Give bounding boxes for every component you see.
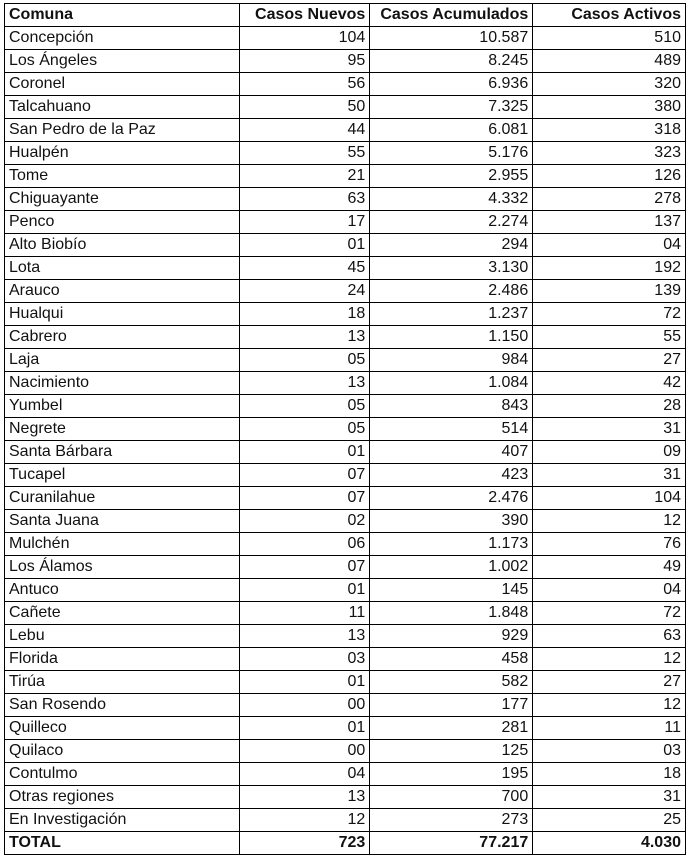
casos-acumulados-cell: 390 [370,510,533,533]
casos-acumulados-cell: 8.245 [370,50,533,73]
comuna-cell: Hualpén [5,142,240,165]
table-row [5,763,686,786]
cases-table [4,3,686,855]
casos-activos-cell: 72 [533,602,686,625]
casos-acumulados-cell: 145 [370,579,533,602]
casos-nuevos-cell: 05 [240,395,370,418]
comuna-cell: Negrete [5,418,240,441]
casos-nuevos-cell: 24 [240,280,370,303]
casos-acumulados-cell: 2.274 [370,211,533,234]
comuna-cell: San Rosendo [5,694,240,717]
casos-acumulados-cell: 1.237 [370,303,533,326]
comuna-cell: Tucapel [5,464,240,487]
casos-acumulados-cell: 700 [370,786,533,809]
table-row [5,441,686,464]
comuna-cell: Los Ángeles [5,50,240,73]
casos-activos-cell: 12 [533,694,686,717]
casos-activos-cell: 31 [533,418,686,441]
casos-nuevos-cell: 13 [240,786,370,809]
comuna-cell: Alto Biobío [5,234,240,257]
casos-acumulados-cell: 1.002 [370,556,533,579]
casos-acumulados-cell: 2.476 [370,487,533,510]
casos-nuevos-cell: 13 [240,625,370,648]
casos-activos-cell: 489 [533,50,686,73]
comuna-cell: Coronel [5,73,240,96]
header-row [5,4,686,27]
total-casos-activos: 4.030 [533,832,686,855]
table-row [5,349,686,372]
casos-acumulados-cell: 514 [370,418,533,441]
casos-activos-cell: 126 [533,165,686,188]
casos-acumulados-cell: 195 [370,763,533,786]
table-row [5,694,686,717]
casos-activos-cell: 04 [533,234,686,257]
table-row [5,280,686,303]
casos-nuevos-cell: 01 [240,717,370,740]
casos-activos-cell: 76 [533,533,686,556]
table-row [5,303,686,326]
casos-activos-cell: 11 [533,717,686,740]
table-row [5,211,686,234]
comuna-cell: Concepción [5,27,240,50]
casos-activos-cell: 25 [533,809,686,832]
table-row [5,671,686,694]
casos-acumulados-cell: 273 [370,809,533,832]
table-row [5,257,686,280]
casos-acumulados-cell: 281 [370,717,533,740]
table-row [5,50,686,73]
casos-nuevos-cell: 01 [240,579,370,602]
casos-activos-cell: 31 [533,786,686,809]
casos-acumulados-cell: 3.130 [370,257,533,280]
table-body [5,27,686,832]
table-row [5,142,686,165]
table-row [5,96,686,119]
casos-nuevos-cell: 05 [240,418,370,441]
comuna-cell: Penco [5,211,240,234]
casos-activos-cell: 380 [533,96,686,119]
casos-activos-cell: 49 [533,556,686,579]
casos-acumulados-cell: 929 [370,625,533,648]
table-row [5,648,686,671]
comuna-cell: Florida [5,648,240,671]
casos-nuevos-cell: 104 [240,27,370,50]
comuna-cell: Lebu [5,625,240,648]
casos-nuevos-cell: 01 [240,234,370,257]
comuna-cell: Cañete [5,602,240,625]
casos-activos-cell: 27 [533,349,686,372]
table-row [5,556,686,579]
total-casos-acumulados: 77.217 [370,832,533,855]
table-row [5,740,686,763]
casos-activos-cell: 104 [533,487,686,510]
table-row [5,602,686,625]
casos-activos-cell: 320 [533,73,686,96]
table-row [5,73,686,96]
casos-nuevos-cell: 03 [240,648,370,671]
table-row [5,510,686,533]
casos-activos-cell: 318 [533,119,686,142]
comuna-cell: Los Álamos [5,556,240,579]
casos-activos-cell: 192 [533,257,686,280]
casos-nuevos-cell: 44 [240,119,370,142]
casos-nuevos-cell: 95 [240,50,370,73]
table-row [5,533,686,556]
table-row [5,395,686,418]
casos-nuevos-cell: 04 [240,763,370,786]
table-row [5,786,686,809]
casos-activos-cell: 27 [533,671,686,694]
table-row [5,464,686,487]
casos-acumulados-cell: 125 [370,740,533,763]
table-row [5,326,686,349]
table-row [5,717,686,740]
casos-nuevos-cell: 45 [240,257,370,280]
table-row [5,165,686,188]
casos-activos-cell: 55 [533,326,686,349]
casos-activos-cell: 139 [533,280,686,303]
casos-nuevos-cell: 55 [240,142,370,165]
casos-activos-cell: 12 [533,510,686,533]
casos-acumulados-cell: 1.173 [370,533,533,556]
casos-acumulados-cell: 6.936 [370,73,533,96]
casos-activos-cell: 28 [533,395,686,418]
casos-acumulados-cell: 6.081 [370,119,533,142]
casos-nuevos-cell: 13 [240,372,370,395]
casos-nuevos-cell: 13 [240,326,370,349]
casos-nuevos-cell: 01 [240,441,370,464]
casos-activos-cell: 63 [533,625,686,648]
casos-nuevos-cell: 00 [240,740,370,763]
comuna-cell: Hualqui [5,303,240,326]
comuna-cell: Tome [5,165,240,188]
comuna-cell: Otras regiones [5,786,240,809]
casos-nuevos-cell: 63 [240,188,370,211]
header-casos-nuevos: Casos Nuevos [240,4,370,27]
casos-nuevos-cell: 18 [240,303,370,326]
table-row [5,372,686,395]
table-row [5,625,686,648]
casos-nuevos-cell: 11 [240,602,370,625]
casos-activos-cell: 42 [533,372,686,395]
comuna-cell: Mulchén [5,533,240,556]
comuna-cell: Nacimiento [5,372,240,395]
comuna-cell: Yumbel [5,395,240,418]
comuna-cell: Curanilahue [5,487,240,510]
casos-acumulados-cell: 1.084 [370,372,533,395]
comuna-cell: Cabrero [5,326,240,349]
casos-activos-cell: 09 [533,441,686,464]
casos-activos-cell: 12 [533,648,686,671]
casos-acumulados-cell: 7.325 [370,96,533,119]
casos-acumulados-cell: 1.150 [370,326,533,349]
casos-nuevos-cell: 07 [240,487,370,510]
casos-acumulados-cell: 582 [370,671,533,694]
casos-acumulados-cell: 294 [370,234,533,257]
table-row [5,579,686,602]
casos-activos-cell: 72 [533,303,686,326]
casos-nuevos-cell: 12 [240,809,370,832]
total-casos-nuevos: 723 [240,832,370,855]
casos-acumulados-cell: 2.955 [370,165,533,188]
casos-activos-cell: 04 [533,579,686,602]
table-row [5,418,686,441]
casos-activos-cell: 278 [533,188,686,211]
casos-activos-cell: 510 [533,27,686,50]
casos-acumulados-cell: 984 [370,349,533,372]
header-casos-activos: Casos Activos [533,4,686,27]
casos-acumulados-cell: 407 [370,441,533,464]
casos-acumulados-cell: 5.176 [370,142,533,165]
comuna-cell: San Pedro de la Paz [5,119,240,142]
casos-nuevos-cell: 21 [240,165,370,188]
comuna-cell: Arauco [5,280,240,303]
comuna-cell: Santa Bárbara [5,441,240,464]
comuna-cell: Chiguayante [5,188,240,211]
comuna-cell: Santa Juana [5,510,240,533]
casos-acumulados-cell: 423 [370,464,533,487]
casos-acumulados-cell: 4.332 [370,188,533,211]
casos-nuevos-cell: 56 [240,73,370,96]
table-row [5,27,686,50]
header-casos-acumulados: Casos Acumulados [370,4,533,27]
casos-nuevos-cell: 06 [240,533,370,556]
casos-acumulados-cell: 177 [370,694,533,717]
comuna-cell: Talcahuano [5,96,240,119]
table-row [5,809,686,832]
table-row [5,188,686,211]
comuna-cell: Antuco [5,579,240,602]
casos-nuevos-cell: 01 [240,671,370,694]
comuna-cell: Quilaco [5,740,240,763]
comuna-cell: Quilleco [5,717,240,740]
casos-activos-cell: 31 [533,464,686,487]
casos-nuevos-cell: 05 [240,349,370,372]
casos-acumulados-cell: 843 [370,395,533,418]
table-row [5,487,686,510]
casos-activos-cell: 323 [533,142,686,165]
header-comuna: Comuna [5,4,240,27]
casos-acumulados-cell: 458 [370,648,533,671]
comuna-cell: Contulmo [5,763,240,786]
comuna-cell: Tirúa [5,671,240,694]
casos-nuevos-cell: 00 [240,694,370,717]
casos-activos-cell: 03 [533,740,686,763]
comuna-cell: Laja [5,349,240,372]
table-row [5,119,686,142]
comuna-cell: En Investigación [5,809,240,832]
casos-nuevos-cell: 07 [240,464,370,487]
total-label: TOTAL [5,832,240,855]
comuna-cell: Lota [5,257,240,280]
total-row [5,832,686,855]
casos-acumulados-cell: 2.486 [370,280,533,303]
casos-nuevos-cell: 17 [240,211,370,234]
casos-nuevos-cell: 02 [240,510,370,533]
casos-activos-cell: 18 [533,763,686,786]
casos-activos-cell: 137 [533,211,686,234]
casos-acumulados-cell: 10.587 [370,27,533,50]
table-row [5,234,686,257]
casos-nuevos-cell: 07 [240,556,370,579]
casos-acumulados-cell: 1.848 [370,602,533,625]
casos-nuevos-cell: 50 [240,96,370,119]
